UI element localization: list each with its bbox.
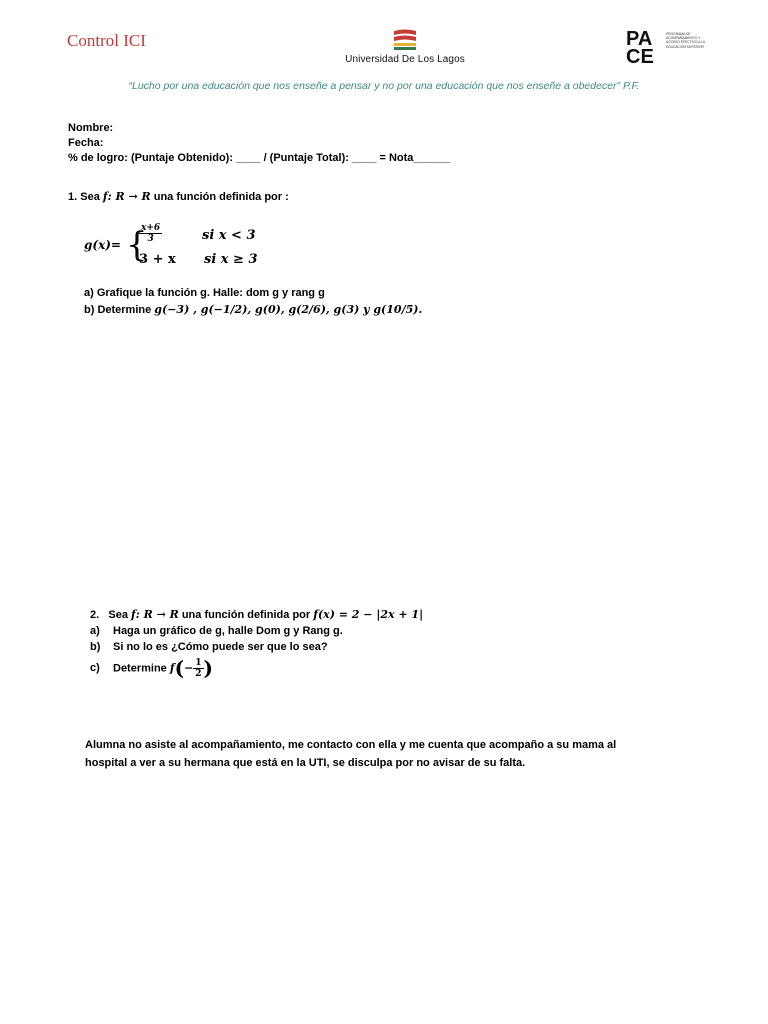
document-title: Control ICI (67, 31, 146, 50)
g-label: g(x)= (84, 238, 121, 252)
university-name: Universidad De Los Lagos (345, 54, 465, 65)
q2-part-b: b) Si no lo es ¿Cómo puede ser que lo sea? (90, 641, 328, 653)
q2-number: 2. (90, 609, 100, 621)
left-brace: { (126, 225, 148, 265)
university-flag-icon (392, 28, 418, 52)
pace-logo (626, 30, 706, 74)
teacher-note-line1: Alumna no asiste al acompañamiento, me contacto con ella y me cuenta que acompaño a su mama al (85, 739, 617, 751)
q1-part-b-math: g(−3) , g(−1/2), g(0), g(2/6), g(3) y g(10/5). (154, 303, 423, 316)
q2-intro: 2. Sea f: R → R una función definida por f(x) = 2 − |2x + 1| (90, 608, 424, 621)
name-label: Nombre: (68, 122, 114, 134)
q1-intro: 1. Sea f: R → R una función definida por : (68, 190, 289, 203)
teacher-note-line2: hospital a ver a su hermana que está en la UTI, se disculpa por no avisar de su falta. (85, 757, 526, 769)
q1-part-b: b) Determine g(−3) , g(−1/2), g(0), g(2/6), g(3) y g(10/5). (84, 303, 423, 316)
q1-number: 1. (68, 191, 78, 203)
pace-logo-text: PA CE (626, 28, 654, 68)
header-quote: “Lucho por una educación que nos enseñe a pensar y no por una educación que nos enseñe a obedecer” P.F. (128, 80, 640, 92)
q1-piecewise-function (84, 223, 404, 269)
pace-program-text: PROGRAMA DE ACOMPAÑAMIENTO Y ACCESO EFECTIVO A LA EDUCACIÓN SUPERIOR (666, 32, 705, 49)
q2-domain-math: f: R → R (131, 608, 179, 621)
university-logo (340, 28, 470, 74)
q2-part-c: c) Determine f(− $\frac{1}{2}$ ) (90, 656, 214, 680)
case2-expression: 3 + x (139, 252, 176, 267)
case1-fraction: $\frac{x+6}{3}$ (141, 223, 161, 244)
teacher-note (85, 736, 705, 772)
q2-part-a: a) Haga un gráfico de g, halle Dom g y Rang g. (90, 625, 343, 637)
score-line: % de logro: (Puntaje Obtenido): ____ / (Puntaje Total): ____ = Nota______ (68, 152, 451, 164)
date-label: Fecha: (68, 137, 104, 149)
q2-c-fraction: $\frac{1}{2}$ (195, 658, 202, 679)
q2-function-math: f(x) = 2 − |2x + 1| (313, 608, 424, 621)
q1-domain-math: f: R → R (102, 190, 151, 203)
q1-part-a: a) Grafique la función g. Halle: dom g y rang g (84, 287, 325, 299)
case2-condition: si x ≥ 3 (204, 252, 258, 267)
case1-condition: si x < 3 (202, 228, 256, 243)
